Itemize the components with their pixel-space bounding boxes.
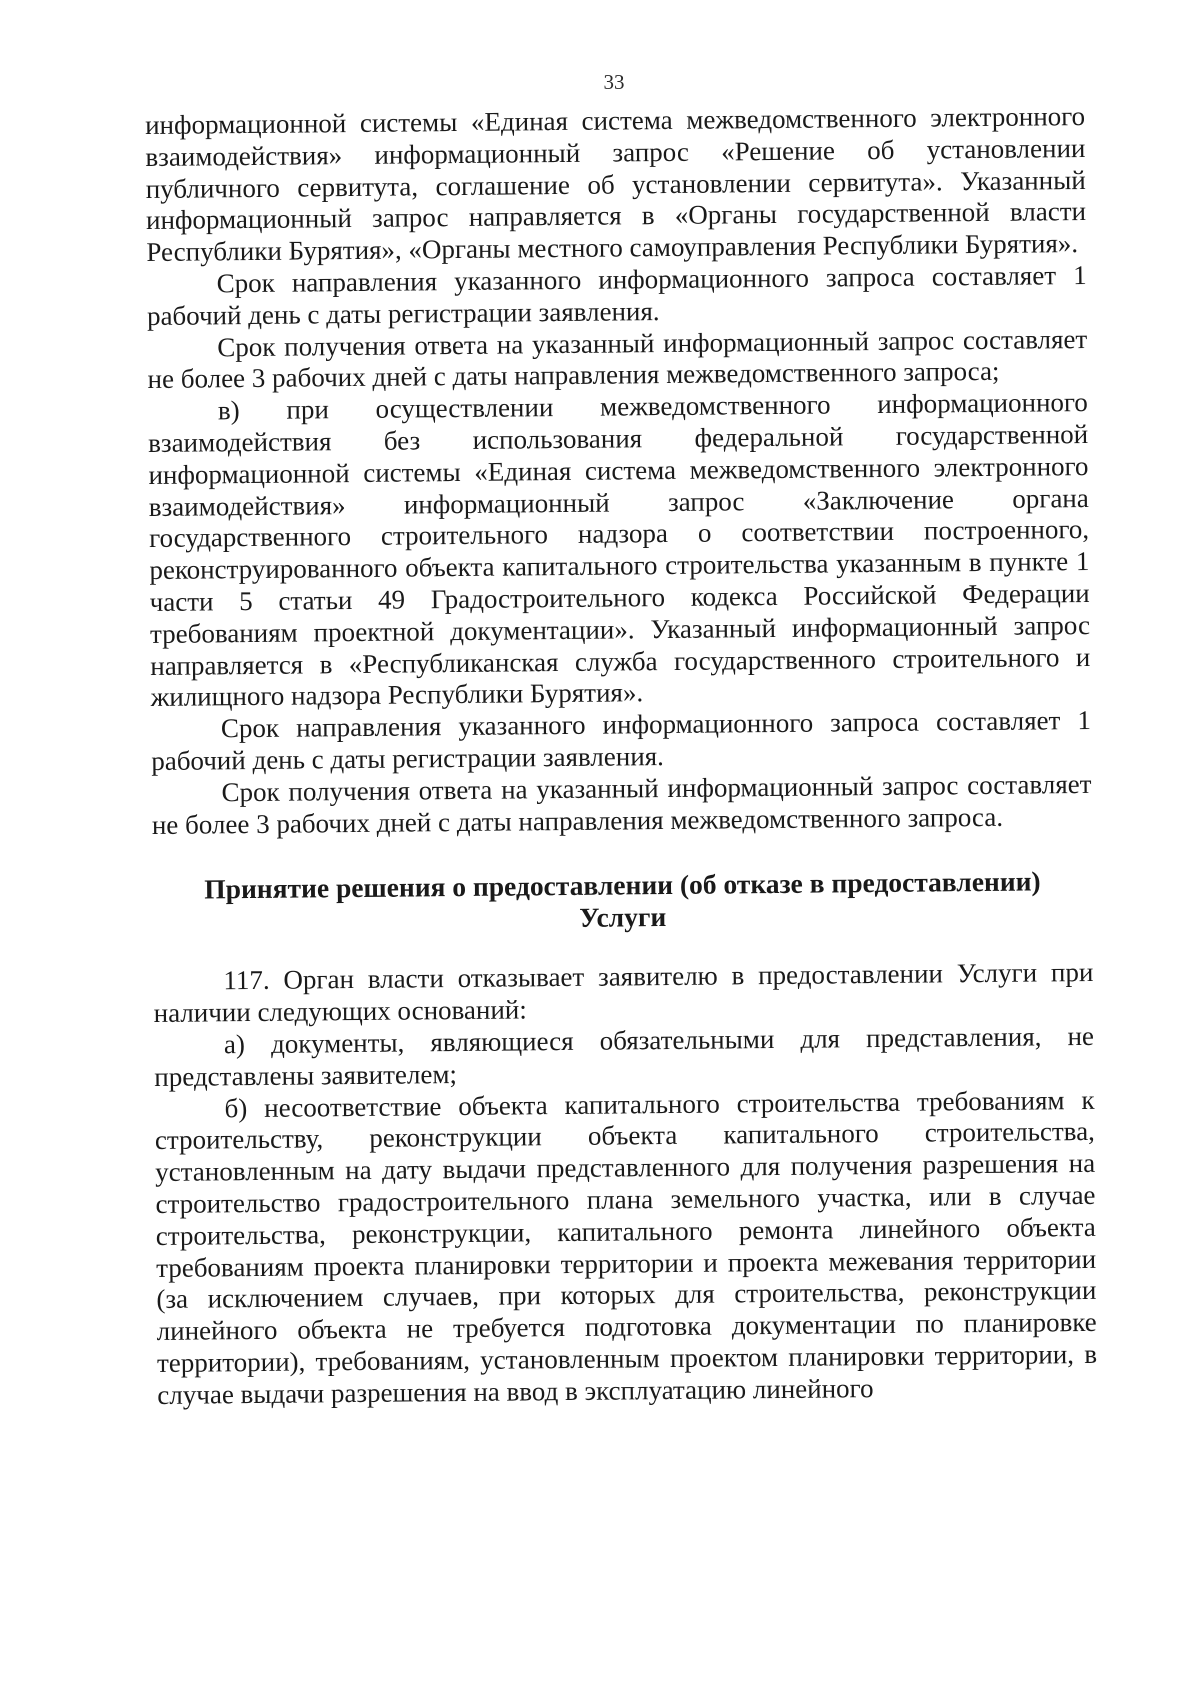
paragraph-response-term-2: Срок получения ответа на указанный информационный запрос составляет не более 3 рабочих дней с даты направления межведомственного запроса.	[151, 768, 1092, 840]
paragraph-request-send-term-2: Срок направления указанного информационного запроса составляет 1 рабочий день с даты регистрации заявления.	[151, 705, 1092, 776]
paragraph-117: 117. Орган власти отказывает заявителю в предоставлении Услуги при наличии следующих оснований:	[153, 957, 1094, 1029]
page-number: 33	[603, 70, 625, 94]
document-body	[145, 101, 1097, 1411]
section-heading-line-1: Принятие решения о предоставлении (об отказе в предоставлении)	[204, 865, 1041, 905]
paragraph-item-a: а) документы, являющиеся обязательными для представления, не представлены заявителем;	[154, 1020, 1095, 1092]
paragraph-response-term: Срок получения ответа на указанный информационный запрос составляет не более 3 рабочих дней с даты направления межведомственного запроса;	[147, 323, 1088, 395]
paragraph-request-send-term: Срок направления указанного информационного запроса составляет 1 рабочий день с даты регистрации заявления.	[146, 259, 1087, 331]
paragraph-item-v: в) при осуществлении межведомственного информационного взаимодействия без использования федеральной государственной информационной системы «Единая система межведомственного электронного взаимодействия» информационный запрос «Заключение органа государственного строительного надзора о соответствии построенного, реконструированного объекта капитального строительства указанным в пункте 1 части 5 статьи 49 Градостроительного кодекса Российской Федерации требованиям проектной документации». Указанный информационный запрос направляется в «Республиканская служба государственного строительного и жилищного надзора Республики Бурятия».	[148, 387, 1091, 713]
section-heading	[152, 865, 1093, 938]
paragraph-continuation: информационной системы «Единая система межведомственного электронного взаимодействия» информационный запрос «Решение об установлении публичного сервитута, соглашение об установлении сервитута». Указанный информационный запрос направляется в «Органы государственной власти Республики Бурятия», «Органы местного самоуправления Республики Бурятия».	[145, 100, 1087, 268]
paragraph-item-b: б) несоответствие объекта капитального строительства требованиям к строительству, реконструкции объекта капитального строительства, установленным на дату выдачи представленного для получения разрешения на строительство градостроительного плана земельного участка, или в случае строительства, реконструкции, капитального ремонта линейного объекта требованиям проекта планировки территории и проекта межевания территории (за исключением случаев, при которых для строительства, реконструкции линейного объекта не требуется подготовка документации по планировке территории), требованиям, установленным проектом планировки территории, в случае выдачи разрешения на ввод в эксплуатацию линейного	[154, 1084, 1098, 1410]
section-heading-line-2: Услуги	[579, 901, 667, 934]
